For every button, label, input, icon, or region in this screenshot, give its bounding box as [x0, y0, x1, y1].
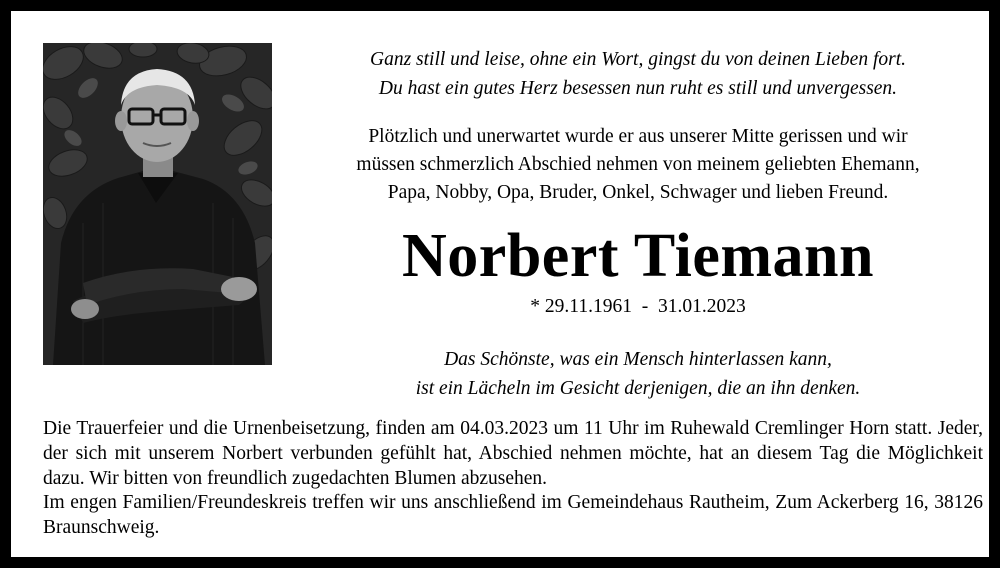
poem-line: Du hast ein gutes Herz besessen nun ruht es still und unvergessen.: [378, 78, 898, 99]
funeral-details: [43, 417, 983, 541]
deceased-name: Norbert Tiemann: [402, 222, 874, 290]
opening-poem: [293, 45, 983, 103]
announcement-line: Plötzlich und unerwartet wurde er aus unserer Mitte gerissen und wir: [368, 126, 908, 147]
announcement-line: Papa, Nobby, Opa, Bruder, Onkel, Schwager und lieben Freund.: [387, 182, 889, 203]
gathering-paragraph: Im engen Familien/Freundeskreis treffen wir uns anschließend im Gemeindehaus Rautheim, Zum Ackerberg 16, 38126 Braunschweig.: [43, 492, 983, 539]
portrait-photo: [43, 43, 272, 365]
poem-line: ist ein Lächeln im Gesicht derjenigen, die an ihn denken.: [415, 378, 861, 399]
ceremony-paragraph: Die Trauerfeier und die Urnenbeisetzung, finden am 04.03.2023 um 11 Uhr im Ruhewald Cremlinger Horn statt. Jeder, der sich mit unserem Norbert verbunden gefühlt hat, Abschied nehmen möchte, hat an diesem Tag die Möglichkeit dazu. Wir bitten von freundlich zugedachten Blumen abzusehen.: [43, 418, 983, 489]
poem-line: Ganz still und leise, ohne ein Wort, gingst du von deinen Lieben fort.: [369, 49, 907, 70]
portrait-image: [43, 43, 272, 365]
announcement-line: müssen schmerzlich Abschied nehmen von meinem geliebten Ehemann,: [356, 154, 920, 175]
life-dates: * 29.11.1961 - 31.01.2023: [530, 296, 746, 317]
poem-line: Das Schönste, was ein Mensch hinterlassen kann,: [444, 349, 832, 370]
announcement: [293, 123, 983, 207]
closing-poem: [293, 345, 983, 403]
